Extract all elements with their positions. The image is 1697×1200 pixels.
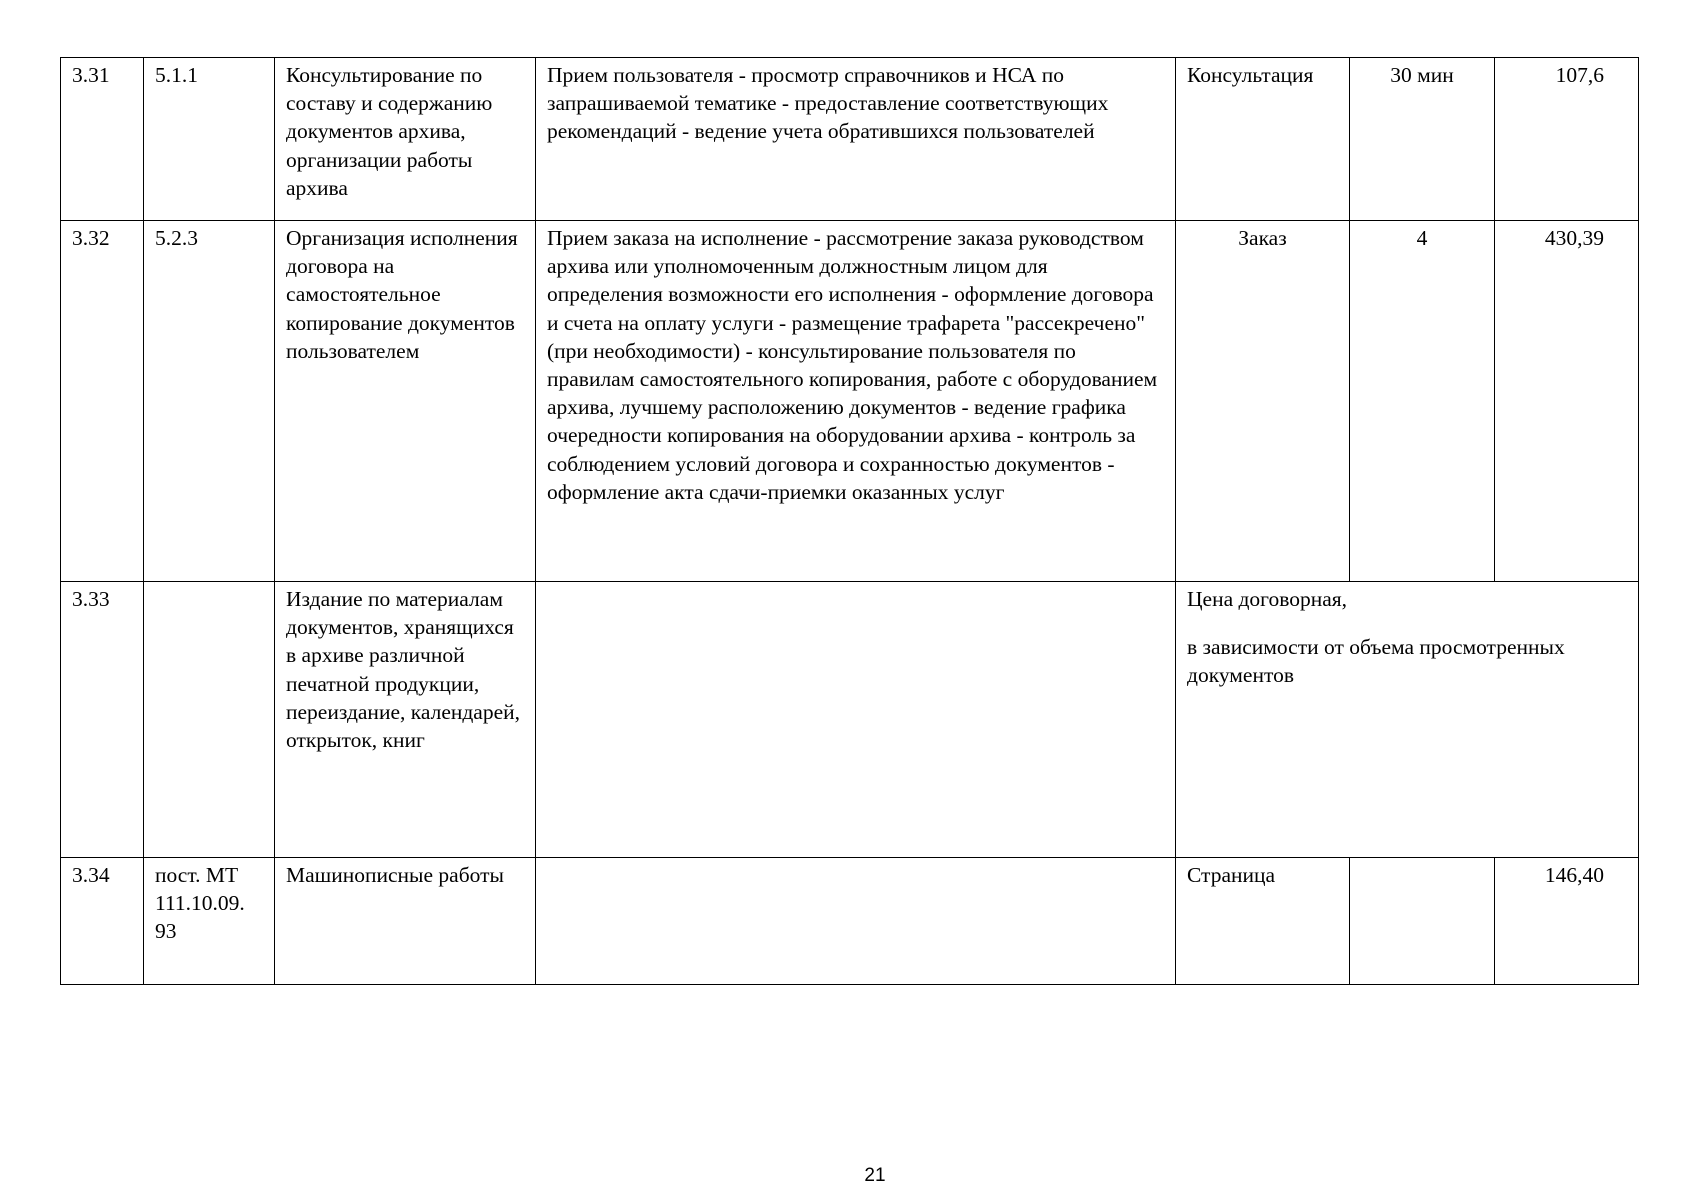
norm-cell: 4 (1350, 221, 1495, 582)
price-table (60, 57, 1639, 985)
service-name-cell: Консультирование по составу и содержанию документов архива, организации работы архива (275, 58, 536, 221)
price-cell: 107,6 (1495, 58, 1639, 221)
unit-cell: Заказ (1176, 221, 1350, 582)
table-row (61, 582, 1639, 858)
page-number: 21 (864, 1165, 886, 1186)
code-cell: 5.1.1 (144, 58, 275, 221)
price-cell: 146,40 (1495, 858, 1639, 985)
description-cell (536, 858, 1176, 985)
unit-cell: Страница (1176, 858, 1350, 985)
row-number-cell: 3.34 (61, 858, 144, 985)
service-name-cell: Машинописные работы (275, 858, 536, 985)
table-row (61, 858, 1639, 985)
service-name-cell: Издание по материалам документов, хранящихся в архиве различной печатной продукции, переиздание, календарей, открыток, книг (275, 582, 536, 858)
table-row (61, 58, 1639, 221)
code-cell: пост. МТ 111.10.09. 93 (144, 858, 275, 985)
norm-cell: 30 мин (1350, 58, 1495, 221)
row-number-cell: 3.33 (61, 582, 144, 858)
row-number-cell: 3.32 (61, 221, 144, 582)
description-cell (536, 582, 1176, 858)
description-cell: Прием заказа на исполнение - рассмотрение заказа руководством архива или уполномоченным должностным лицом для определения возможности его исполнения - оформление договора и счета на оплату услуги - размещение трафарета "рассекречено" (при необходимости) - консультирование пользователя по правилам самостоятельного копирования, работе с оборудованием архива, лучшему расположению документов - ведение графика очередности копирования на оборудовании архива - контроль за соблюдением условий договора и сохранностью документов - оформление акта сдачи-приемки оказанных услуг (536, 221, 1176, 582)
price-note-line: Цена договорная, (1187, 587, 1348, 611)
service-name-cell: Организация исполнения договора на самостоятельное копирование документов пользователем (275, 221, 536, 582)
code-cell: 5.2.3 (144, 221, 275, 582)
row-number-cell: 3.31 (61, 58, 144, 221)
description-cell: Прием пользователя - просмотр справочников и НСА по запрашиваемой тематике - предоставление соответствующих рекомендаций - ведение учета обратившихся пользователей (536, 58, 1176, 221)
price-note-detail: в зависимости от объема просмотренных документов (1187, 635, 1565, 688)
code-cell (144, 582, 275, 858)
table-row (61, 221, 1639, 582)
norm-cell (1350, 858, 1495, 985)
price-cell: 430,39 (1495, 221, 1639, 582)
unit-cell: Консультация (1176, 58, 1350, 221)
price-note-cell (1176, 582, 1639, 858)
